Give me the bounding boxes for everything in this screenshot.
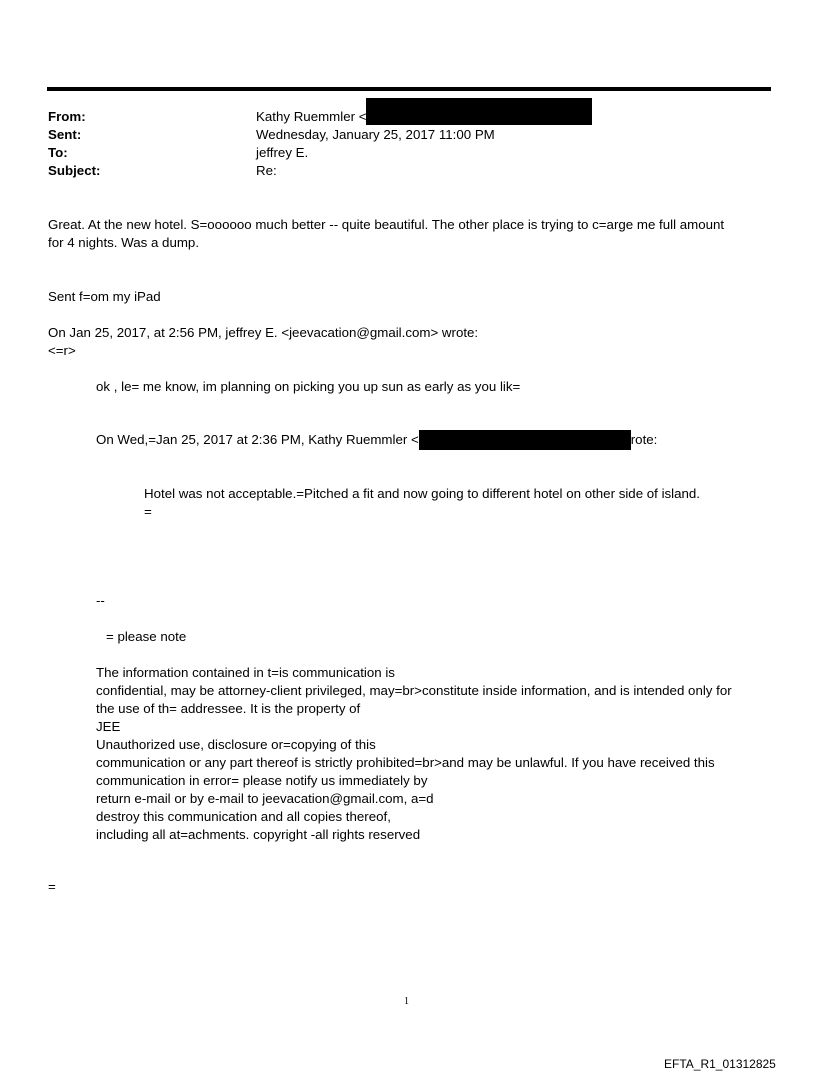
page-number: 1 [404,996,409,1007]
disclaimer-line: destroy this communication and all copies thereof, [96,809,391,824]
reply-line: = [144,504,152,519]
subject-value: Re: [256,163,277,178]
disclaimer-line: the use of th= addressee. It is the property of [96,701,361,716]
body-line: Great. At the new hotel. S=oooooo much better -- quite beautiful. The other place is trying to c=arge me full amount [48,217,725,232]
quote-header-text: rote: [630,432,658,447]
to-value: jeffrey E. [256,145,309,160]
subject-label: Subject: [48,163,101,178]
to-label: To: [48,145,68,160]
quote-header-text: On Wed,=Jan 25, 2017 at 2:36 PM, Kathy Ruemmler < [96,432,419,447]
quote-break: <=r> [48,343,76,358]
from-name: Kathy Ruemmler < [256,109,367,124]
disclaimer-line: The information contained in t=is communication is [96,665,395,680]
redaction-box [419,430,631,450]
disclaimer-line: communication in error= please notify us immediately by [96,773,428,788]
quote-header: On Jan 25, 2017, at 2:56 PM, jeffrey E. <jeevacation@gmail.com> wrote: [48,325,479,340]
to-row [48,144,592,162]
quote-header [96,431,657,450]
sent-from-line: Sent f=om my iPad [48,289,161,304]
sent-value: Wednesday, January 25, 2017 11:00 PM [256,127,495,142]
from-value [256,108,592,126]
from-row [48,108,592,126]
please-note-line: = please note [106,629,187,644]
disclaimer-line: including all at=achments. copyright -all rights reserved [96,827,421,842]
disclaimer-line: return e-mail or by e-mail to jeevacation@gmail.com, a=d [96,791,434,806]
disclaimer-line: Unauthorized use, disclosure or=copying of this [96,737,376,752]
disclaimer-line: communication or any part thereof is strictly prohibited=br>and may be unlawful. If you have received this [96,755,715,770]
sent-row [48,126,592,144]
sent-label: Sent: [48,127,82,142]
trailing-equals: = [48,879,56,894]
reply-line: ok , le= me know, im planning on picking you up sun as early as you lik= [96,379,521,394]
email-header [48,108,592,180]
signature-dashes: -- [96,593,105,608]
disclaimer-line: JEE [96,719,121,734]
header-rule [47,87,771,91]
reply-line: Hotel was not acceptable.=Pitched a fit and now going to different hotel on other side of island. [144,486,701,501]
document-reference: EFTA_R1_01312825 [664,1057,776,1071]
redaction-box [366,98,592,125]
subject-row [48,162,592,180]
from-label: From: [48,109,86,124]
body-line: for 4 nights. Was a dump. [48,235,200,250]
disclaimer-line: confidential, may be attorney-client privileged, may=br>constitute inside information, and is intended only for [96,683,732,698]
